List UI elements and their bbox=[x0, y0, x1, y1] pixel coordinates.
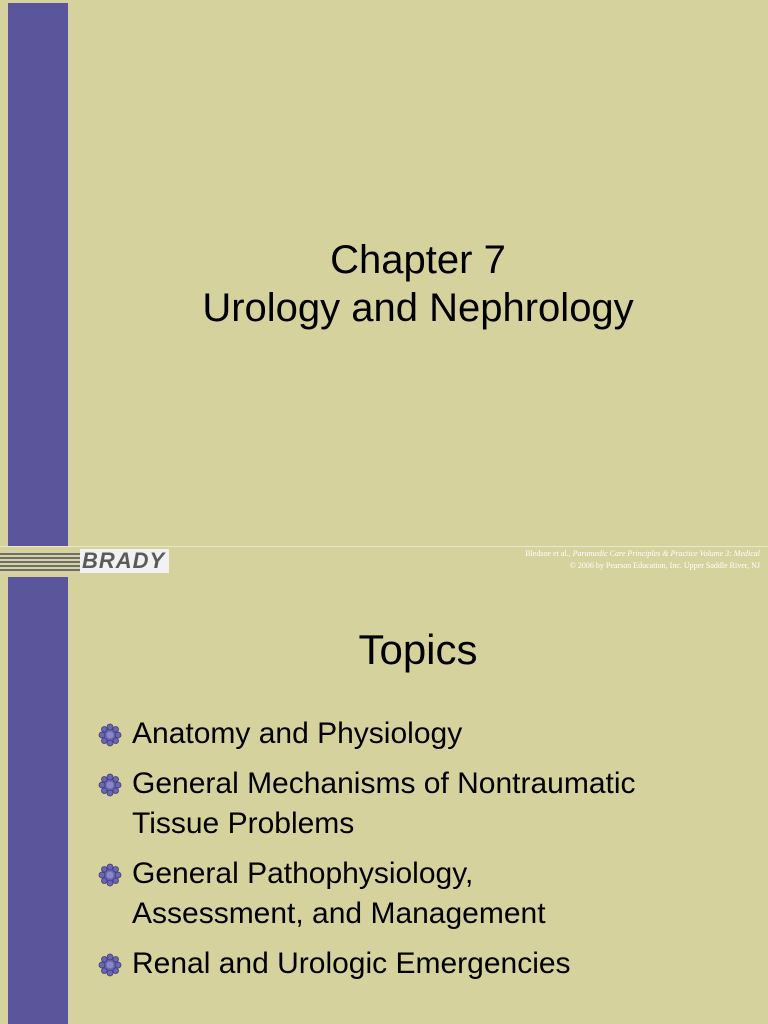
accent-sidebar bbox=[8, 577, 68, 1024]
credit-authors: Bledsoe et al., bbox=[525, 549, 573, 558]
topic-line: General Mechanisms of Nontraumatic bbox=[132, 767, 636, 800]
logo-speed-lines bbox=[0, 551, 88, 571]
chapter-subject: Urology and Nephrology bbox=[202, 286, 634, 330]
topics-slide bbox=[0, 577, 768, 1024]
accent-sidebar bbox=[8, 3, 68, 546]
gear-bullet-icon bbox=[98, 953, 122, 977]
chapter-heading: Chapter 7 bbox=[330, 238, 506, 282]
copyright-credit bbox=[525, 548, 760, 572]
list-item bbox=[96, 714, 756, 754]
topics-heading: Topics bbox=[358, 626, 478, 673]
list-item bbox=[96, 854, 756, 934]
gear-bullet-icon bbox=[98, 773, 122, 797]
logo-wordmark: BRADY bbox=[80, 549, 169, 573]
list-item bbox=[96, 944, 756, 984]
topic-line: General Pathophysiology, bbox=[132, 857, 474, 890]
topic-line: Renal and Urologic Emergencies bbox=[132, 947, 571, 980]
list-item bbox=[96, 764, 756, 844]
topic-line-continued: Assessment, and Management bbox=[132, 897, 546, 930]
topics-list bbox=[96, 714, 756, 994]
slide-title bbox=[68, 236, 768, 332]
slide-divider bbox=[0, 546, 768, 547]
gear-bullet-icon bbox=[98, 723, 122, 747]
credit-copyright: © 2006 by Pearson Education, Inc. Upper Saddle River, NJ bbox=[569, 561, 760, 570]
gear-bullet-icon bbox=[98, 863, 122, 887]
topic-line: Anatomy and Physiology bbox=[132, 717, 463, 750]
brady-logo bbox=[0, 549, 176, 573]
credit-book-title: Paramedic Care Principles & Practice Volume 3: Medical bbox=[572, 549, 760, 558]
topic-line-continued: Tissue Problems bbox=[132, 807, 355, 840]
